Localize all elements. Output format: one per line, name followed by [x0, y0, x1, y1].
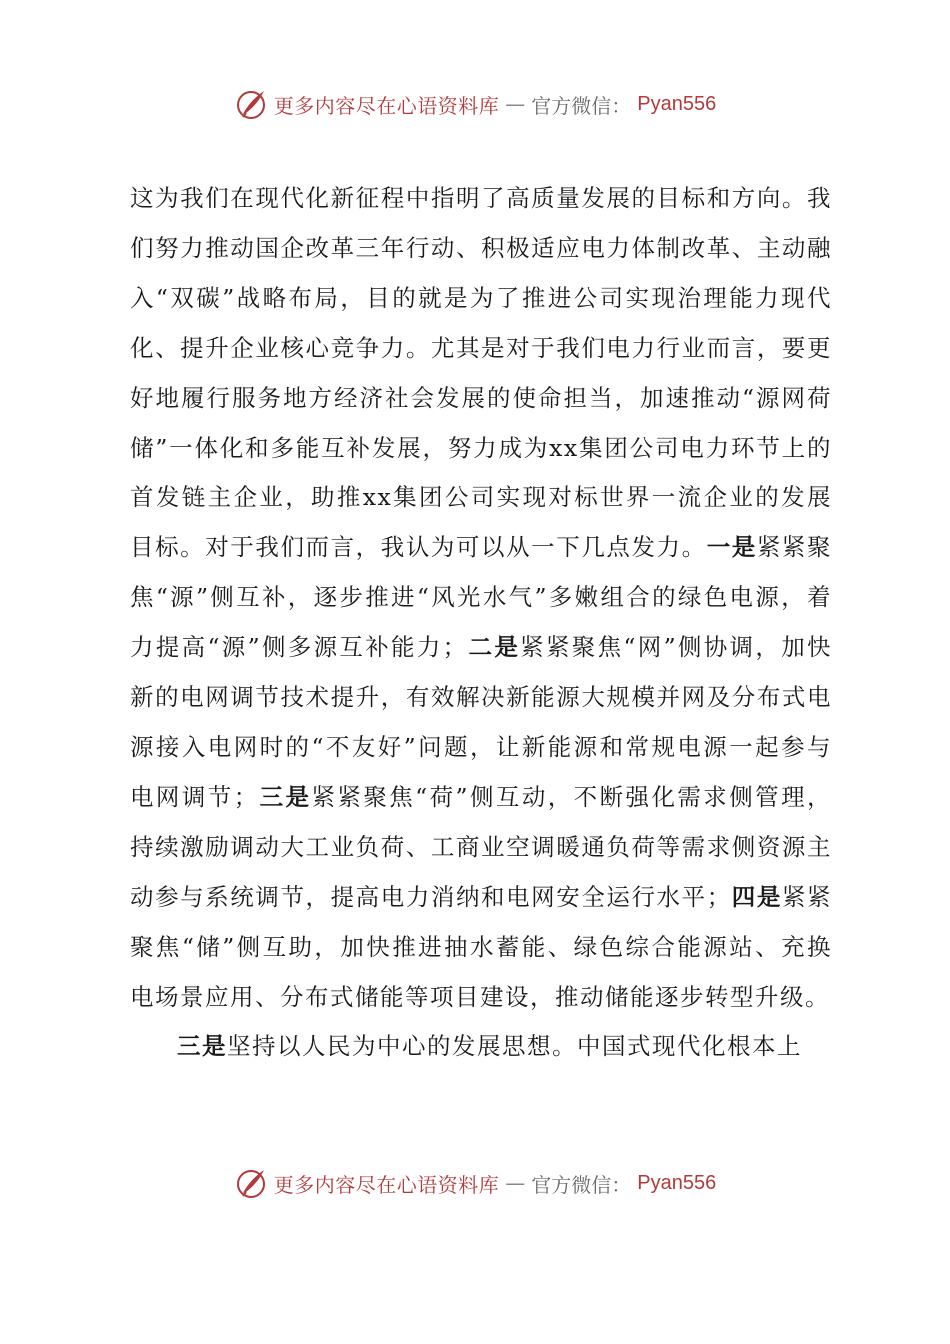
- text-run: 紧紧聚焦“网”侧协调，加快新的电网调节技术提升，有效解决新能源大规模并网及分布式电源接入电网时的“不友好”问题，让新能源和常规电源一起参与电网调节；: [130, 633, 833, 811]
- text-run: 这为我们在现代化新征程中指明了高质量发展的目标和方向。我们努力推动国企改革三年行动、积极适应电力体制改革、主动融入“双碳”战略布局，目的就是为了推进公司实现治理能力现代化、提升企业核心竞争力。尤其是对于我们电力行业而言，要更好地履行服务地方经济社会发展的使命担当，加速推动“源网荷储”一体化和多能互补发展，努力成为xx集团公司电力环节上的首发链主企业，助推xx集团公司实现对标世界一流企业的发展目标。对于我们而言，我认为可以从一下几点发力。: [130, 184, 832, 562]
- text-run: 紧紧聚焦“荷”侧互动，不断强化需求侧管理，持续激励调动大工业负荷、工商业空调暖通负荷等需求侧资源主动参与系统调节，提高电力消纳和电网安全运行水平；: [130, 782, 833, 911]
- watermark-dash: —: [505, 92, 526, 116]
- watermark-banner-bottom: [0, 1163, 950, 1203]
- text-run: 紧紧聚焦“储”侧互助，加快推进抽水蓄能、绿色综合能源站、充换电场景应用、分布式储能等项目建设，推动储能逐步转型升级。: [130, 882, 833, 1011]
- paragraph: [130, 174, 832, 1022]
- watermark-wechat-id: Pyan556: [637, 1171, 717, 1194]
- watermark-wechat-id: Pyan556: [637, 92, 717, 115]
- watermark-brand: 更多内容尽在心语资料库: [273, 93, 500, 118]
- watermark-banner-top: [0, 84, 950, 124]
- watermark-official-label: 官方微信：: [531, 93, 632, 118]
- bold-ordinal: 四是: [731, 882, 782, 911]
- document-body: [130, 174, 832, 1072]
- text-run: 坚持以人民为中心的发展思想。中国式现代化根本上: [227, 1032, 802, 1061]
- watermark-brand: 更多内容尽在心语资料库: [273, 1172, 500, 1197]
- bold-ordinal: 一是: [706, 533, 757, 562]
- quill-pen-icon: [234, 87, 268, 121]
- watermark-official-label: 官方微信：: [531, 1172, 632, 1197]
- bold-ordinal: 三是: [177, 1032, 227, 1061]
- bold-ordinal: 三是: [258, 782, 312, 811]
- watermark-dash: —: [505, 1171, 526, 1195]
- text-run: 紧紧聚焦“源”侧互补，逐步推进“风光水气”多嫩组合的绿色电源，着力提高“源”侧多源互补能力；: [130, 533, 833, 662]
- paragraph: [130, 1022, 832, 1072]
- bold-ordinal: 二是: [467, 633, 521, 662]
- quill-pen-icon: [234, 1166, 268, 1200]
